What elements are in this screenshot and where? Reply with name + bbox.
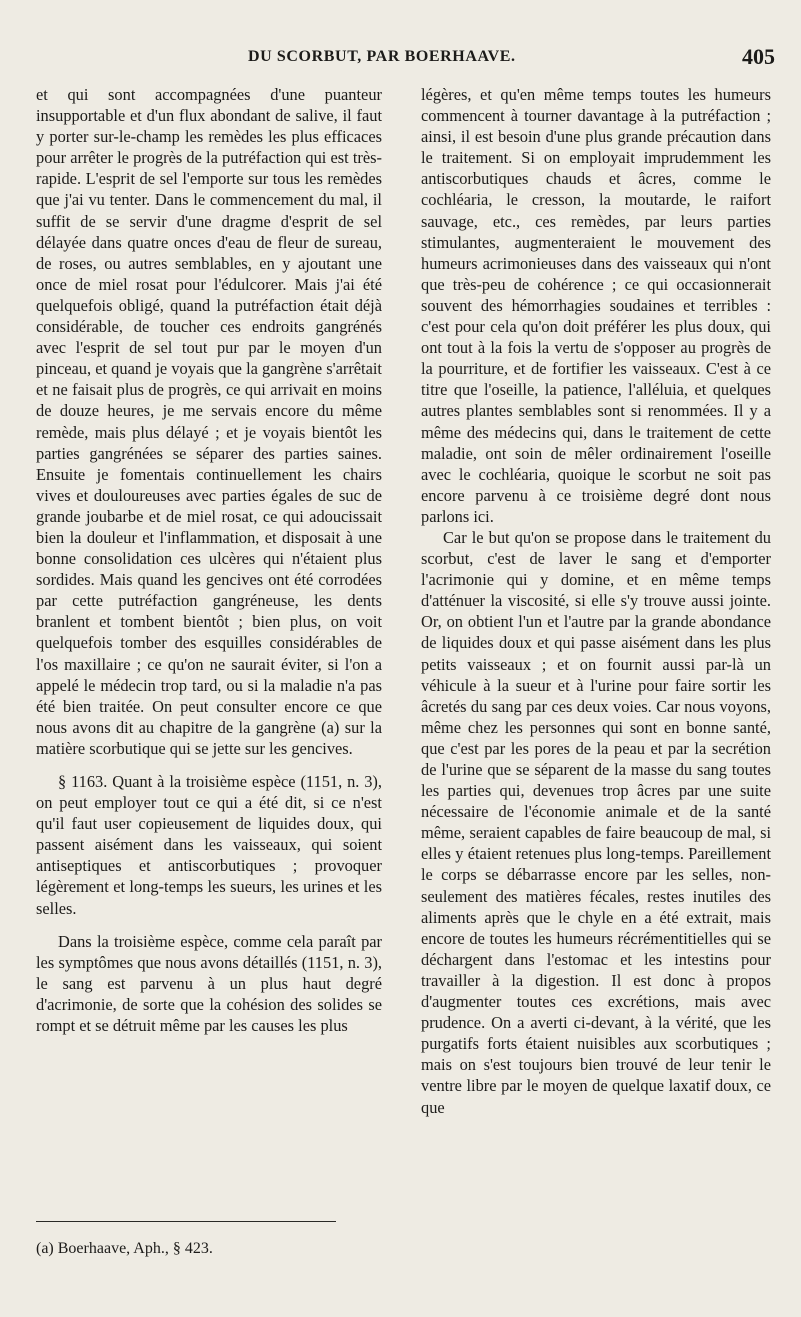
right-column bbox=[421, 84, 771, 1118]
footnote-divider bbox=[36, 1221, 336, 1222]
section-1163-paragraph: § 1163. Quant à la troisième espèce (1151, n. 3), on peut employer tout ce qui a été dit, si ce n'est qu'il faut user copieusement de liquides doux, qui passent aisément dans les vaisseaux, qui soient antiseptiques et antiscorbutiques ; provoquer légèrement et long-temps les sueurs, les urines et les selles. bbox=[36, 772, 382, 918]
footnote: (a) Boerhaave, Aph., § 423. bbox=[36, 1240, 213, 1257]
left-paragraph-1: et qui sont accompagnées d'une puanteur insupportable et d'un flux abondant de salive, il faut y porter sur-le-champ les remèdes les plus efficaces pour arrêter le progrès de la putréfaction qui est très-rapide. L'esprit de sel l'emporte sur tous les remèdes que j'ai vu tenter. Dans le commencement du mal, il suffit de se servir d'une dragme d'esprit de sel délayée dans quatre onces d'eau de fleur de sureau, de roses, ou autres semblables, en y ajoutant une once de miel rosat pour l'édulcorer. Mais j'ai été quelquefois obligé, quand la putréfaction était déjà considérable, de toucher ces endroits gangrénés avec l'esprit de sel tout pur par le moyen d'un pinceau, et quand je voyais que la gangrène s'arrêtait et ne faisait plus de progrès, ce qui arrivait en moins de douze heures, je me servais encore du même remède, mais plus délayé ; et je voyais bientôt les parties gangrénées se séparer des parties saines. Ensuite je fomentais continuellement les chairs vives et douloureuses avec parties égales de suc de grande joubarbe et de miel rosat, ce qui adoucissait bien la douleur et l'inflammation, et disposait à une bonne consolidation ces ulcères qui n'étaient plus sordides. Mais quand les gencives ont été corrodées par cette putréfaction gangréneuse, les dents branlent et tombent bientôt ; bien plus, on voit quelquefois tomber des esquilles considérables de l'os maxillaire ; ce qu'on ne saurait éviter, si l'on a appelé le médecin trop tard, ou si la maladie n'a pas été bien traitée. On peut consulter encore ce que nous avons dit au chapitre de la gangrène (a) sur la matière scorbutique qui se jette sur les gencives. bbox=[36, 85, 382, 758]
left-paragraph-3: Dans la troisième espèce, comme cela paraît par les symptômes que nous avons détaillés (1151, n. 3), le sang est parvenu à un plus haut degré d'acrimonie, de sorte que la cohésion des solides se rompt et se détruit même par les causes les plus bbox=[36, 931, 382, 1036]
left-column bbox=[36, 84, 382, 1036]
running-head: DU SCORBUT, PAR BOERHAAVE. bbox=[248, 48, 516, 65]
page-number: 405 bbox=[742, 44, 775, 69]
right-paragraph-2: Car le but qu'on se propose dans le traitement du scorbut, c'est de laver le sang et d'emporter l'acrimonie qui y domine, et en même temps d'atténuer la viscosité, si elle s'y trouve aussi jointe. Or, on obtient l'un et l'autre par la grande abondance de liquides doux et qui passe aisément dans les plus petits vaisseaux ; et on fournit aussi par-là un véhicule à la sueur et à l'urine pour faire sortir les âcretés du sang par ces deux voies. Car nous voyons, même chez les personnes qui sont en bonne santé, que c'est par les pores de la peau et par la secrétion de l'urine que se séparent de la masse du sang toutes les parties qui, devenues trop âcres par une suite nécessaire de l'économie animale et de la santé même, seraient capables de faire beaucoup de mal, si elles y étaient retenues plus long-temps. Pareillement le corps se débarrasse encore par les selles, non-seulement des matières fécales, restes inutiles des aliments après que le chyle en a été extrait, mais encore de toutes les humeurs récrémentitielles qui se déchargent dans l'estomac et les intestins pour travailler à la digestion. Il est donc à propos d'augmenter toutes ces excrétions, mais avec prudence. On a averti ci-devant, à la vérité, que les purgatifs forts étaient nuisibles aux scorbutiques ; mais on s'est toujours bien trouvé de leur tenir le ventre libre par le moyen de quelque laxatif doux, ce que bbox=[421, 527, 771, 1117]
right-paragraph-1: légères, et qu'en même temps toutes les humeurs commencent à tourner davantage à la putréfaction ; ainsi, il est besoin d'une plus grande précaution dans le traitement. Si on employait imprudemment les antiscorbutiques chauds et âcres, comme le cochléaria, le cresson, la moutarde, le raifort sauvage, etc., ces remèdes, par leurs parties stimulantes, augmenteraient le mouvement des humeurs acrimonieuses dans des vaisseaux qui n'ont que très-peu de cohérence ; ce qui occasionnerait souvent des hémorrhagies soudaines et terribles : c'est pour cela qu'on doit préférer les plus doux, qui ont tout à la fois la vertu de s'opposer au progrès de la pourriture, et de fortifier les vaisseaux. C'est à ce titre que l'oseille, la patience, l'alléluia, et quelques autres plantes semblables sont si renommées. Il y a même des médecins qui, dans le traitement de cette maladie, ont soin de mêler ordinairement l'oseille avec le cochléaria, quoique le scorbut ne soit pas encore parvenu à ce troisième degré dont nous parlons ici. bbox=[421, 85, 771, 526]
page-header bbox=[0, 44, 801, 74]
